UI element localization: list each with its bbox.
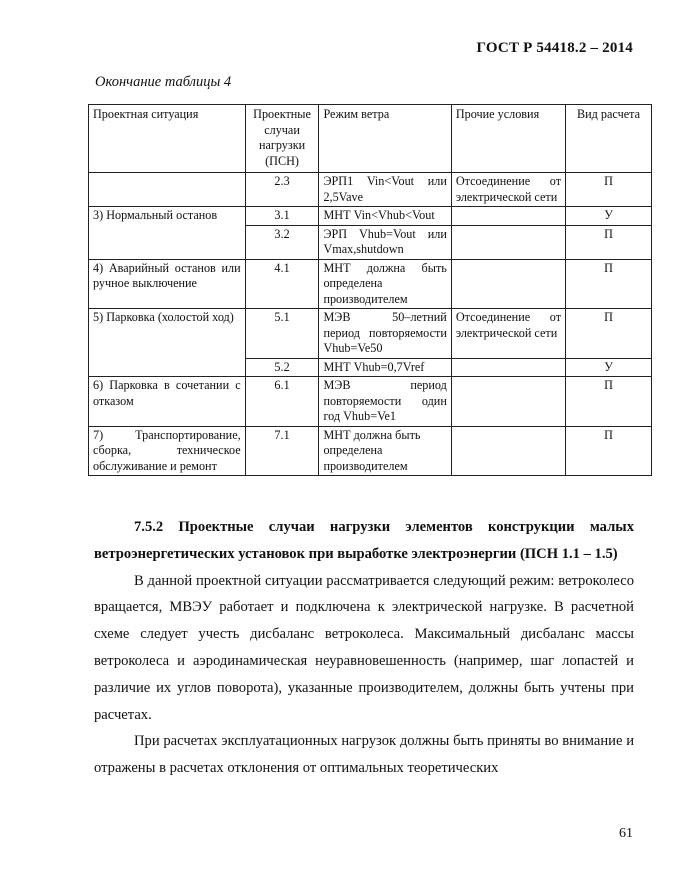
header-situation: Проектная ситуация <box>89 105 246 173</box>
other-conditions-cell <box>451 207 565 226</box>
wind-mode-cell: МЭВ период повторяемости один год Vhub=Ve1 <box>319 377 451 427</box>
calc-type-cell: У <box>566 358 652 377</box>
load-case-cell: 2.3 <box>245 173 319 207</box>
table-row <box>89 207 652 226</box>
table-row <box>89 309 652 359</box>
page-number: 61 <box>619 826 633 841</box>
situation-cell: 6) Парковка в сочетании с отказом <box>89 377 246 427</box>
load-case-cell: 5.1 <box>245 309 319 359</box>
load-case-cell: 5.2 <box>245 358 319 377</box>
wind-mode-cell: МНТ Vhub=0,7Vref <box>319 358 451 377</box>
design-situations-table <box>88 104 652 476</box>
header-load-cases: Проектные случаи нагрузки (ПСН) <box>245 105 319 173</box>
load-case-cell: 6.1 <box>245 377 319 427</box>
other-conditions-cell <box>451 259 565 309</box>
calc-type-cell: У <box>566 207 652 226</box>
load-case-cell: 3.2 <box>245 225 319 259</box>
wind-mode-cell: ЭРП1 Vin<Vout или 2,5Vave <box>319 173 451 207</box>
calc-type-cell: П <box>566 309 652 359</box>
document-id: ГОСТ Р 54418.2 – 2014 <box>476 40 633 56</box>
calc-type-cell: П <box>566 377 652 427</box>
table-row <box>89 259 652 309</box>
table-header-row <box>89 105 652 173</box>
situation-cell <box>89 173 246 207</box>
wind-mode-cell: МЭВ 50–летний период повторяемости Vhub=Ve50 <box>319 309 451 359</box>
other-conditions-cell: Отсоединение от электрической сети <box>451 173 565 207</box>
load-case-cell: 3.1 <box>245 207 319 226</box>
other-conditions-cell <box>451 358 565 377</box>
wind-mode-cell: ЭРП Vhub=Vout или Vmax,shutdown <box>319 225 451 259</box>
header-other-conditions: Прочие условия <box>451 105 565 173</box>
wind-mode-cell: МНТ Vin<Vhub<Vout <box>319 207 451 226</box>
situation-cell: 3) Нормальный останов <box>89 207 246 260</box>
other-conditions-cell <box>451 426 565 476</box>
calc-type-cell: П <box>566 259 652 309</box>
table-caption: Окончание таблицы 4 <box>95 74 232 90</box>
situation-cell: 4) Аварийный останов или ручное выключение <box>89 259 246 309</box>
header-calc-type: Вид расчета <box>566 105 652 173</box>
situation-cell: 7) Транспортирование, сборка, техническое обслуживание и ремонт <box>89 426 246 476</box>
other-conditions-cell <box>451 225 565 259</box>
wind-mode-cell: МНТ должна быть определена производителем <box>319 426 451 476</box>
load-case-cell: 4.1 <box>245 259 319 309</box>
table-row <box>89 173 652 207</box>
calc-type-cell: П <box>566 426 652 476</box>
other-conditions-cell: Отсоединение от электрической сети <box>451 309 565 359</box>
calc-type-cell: П <box>566 225 652 259</box>
calc-type-cell: П <box>566 173 652 207</box>
table-row <box>89 377 652 427</box>
situation-cell: 5) Парковка (холостой ход) <box>89 309 246 377</box>
table-row <box>89 426 652 476</box>
other-conditions-cell <box>451 377 565 427</box>
paragraph: В данной проектной ситуации рассматривается следующий режим: ветроколесо вращается, МВЭУ работает и подключена к электрической нагрузке. В расчетной схеме следует учесть дисбаланс ветроколеса. Максимальный дисбаланс массы ветроколеса и аэродинамическая неуравновешенность (например, шаг лопастей и различие их углов поворота), указанные производителем, должны быть учтены при расчетах. <box>94 572 634 723</box>
section-heading: 7.5.2 Проектные случаи нагрузки элементов конструкции малых ветроэнергетических установок при выработке электроэнергии (ПСН 1.1 – 1.5) <box>94 519 634 562</box>
paragraph: При расчетах эксплуатационных нагрузок должны быть приняты во внимание и отражены в расчетах отклонения от оптимальных теоретических <box>94 733 634 777</box>
wind-mode-cell: МНТ должна быть определена производителем <box>319 259 451 309</box>
body-text <box>94 514 634 782</box>
header-wind-mode: Режим ветра <box>319 105 451 173</box>
load-case-cell: 7.1 <box>245 426 319 476</box>
